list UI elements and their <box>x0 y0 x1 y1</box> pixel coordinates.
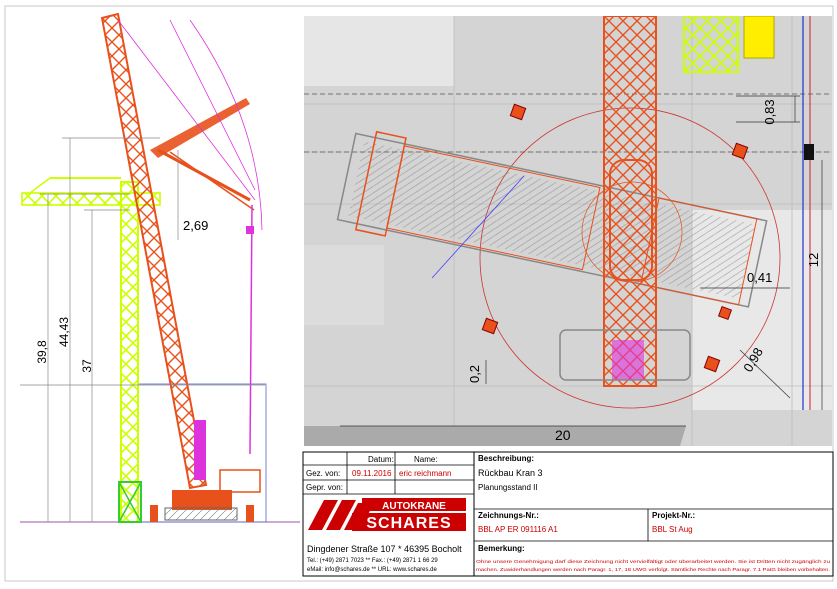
plan-dim-length: 20 <box>555 427 571 443</box>
side-dim-height-3: 37 <box>80 359 94 373</box>
company-address: Dingdener Straße 107 * 46395 Bocholt <box>307 544 462 554</box>
side-view <box>20 14 300 522</box>
tb-project-no: BBL St Aug <box>652 525 693 534</box>
tb-col-name: Name: <box>414 455 438 464</box>
tb-row-drawn: Gez. von: <box>306 469 341 478</box>
tb-description-1: Rückbau Kran 3 <box>478 468 543 478</box>
plan-dim-clearance-side: 0,41 <box>747 270 773 285</box>
tb-drawing-no-label: Zeichnungs-Nr.: <box>478 511 539 520</box>
side-dim-boom-offset: 2,69 <box>183 218 209 233</box>
plan-dim-clearance-bottom: 0,2 <box>467 364 482 384</box>
side-dim-height-1: 39,8 <box>35 340 49 364</box>
tb-description-2: Planungsstand II <box>478 483 538 492</box>
company-phone: Tel.: (+49) 2871 7023 ** Fax.: (+49) 2871 1 66 29 <box>307 558 438 564</box>
logo-bottom-text: SCHARES <box>366 515 452 532</box>
tb-row-checked: Gepr. von: <box>306 483 343 492</box>
logo-top-text: AUTOKRANE <box>382 501 446 512</box>
tb-drawn-date: 09.11.2016 <box>352 469 392 478</box>
tb-remark-2: machen. Zuwiderhandlungen werden nach Paragr. 1, 17, 18 UWG verfolgt. Sämtliche Rechte nach Paragr. 7.1 PatG bleiben vorbehalten. <box>476 568 773 573</box>
plan-dim-clearance-corner: 0,98 <box>740 345 766 375</box>
side-dim-height-2: 44,43 <box>57 316 71 348</box>
tb-drawing-no: BBL AP ER 091116 A1 <box>478 525 558 534</box>
tb-description-label: Beschreibung: <box>478 454 535 463</box>
title-block <box>303 452 833 576</box>
tb-project-no-label: Projekt-Nr.: <box>652 511 696 520</box>
company-web: eMail: info@schares.de ** URL: www.schares.de <box>307 567 437 573</box>
plan-dim-building-width: 12 <box>806 252 821 268</box>
tb-remark-1: Ohne unsere Genehmigung darf diese Zeichnung nicht vervielfältigt oder überarbeitet werden. Sie ist Dritten nicht zugänglich zu <box>476 560 754 565</box>
tb-remark-label: Bemerkung: <box>478 544 525 553</box>
tb-col-date: Datum: <box>368 455 394 464</box>
plan-view <box>304 16 832 446</box>
tb-drawn-name: eric reichmann <box>399 469 452 478</box>
plan-dim-clearance-top: 0,83 <box>762 99 777 125</box>
